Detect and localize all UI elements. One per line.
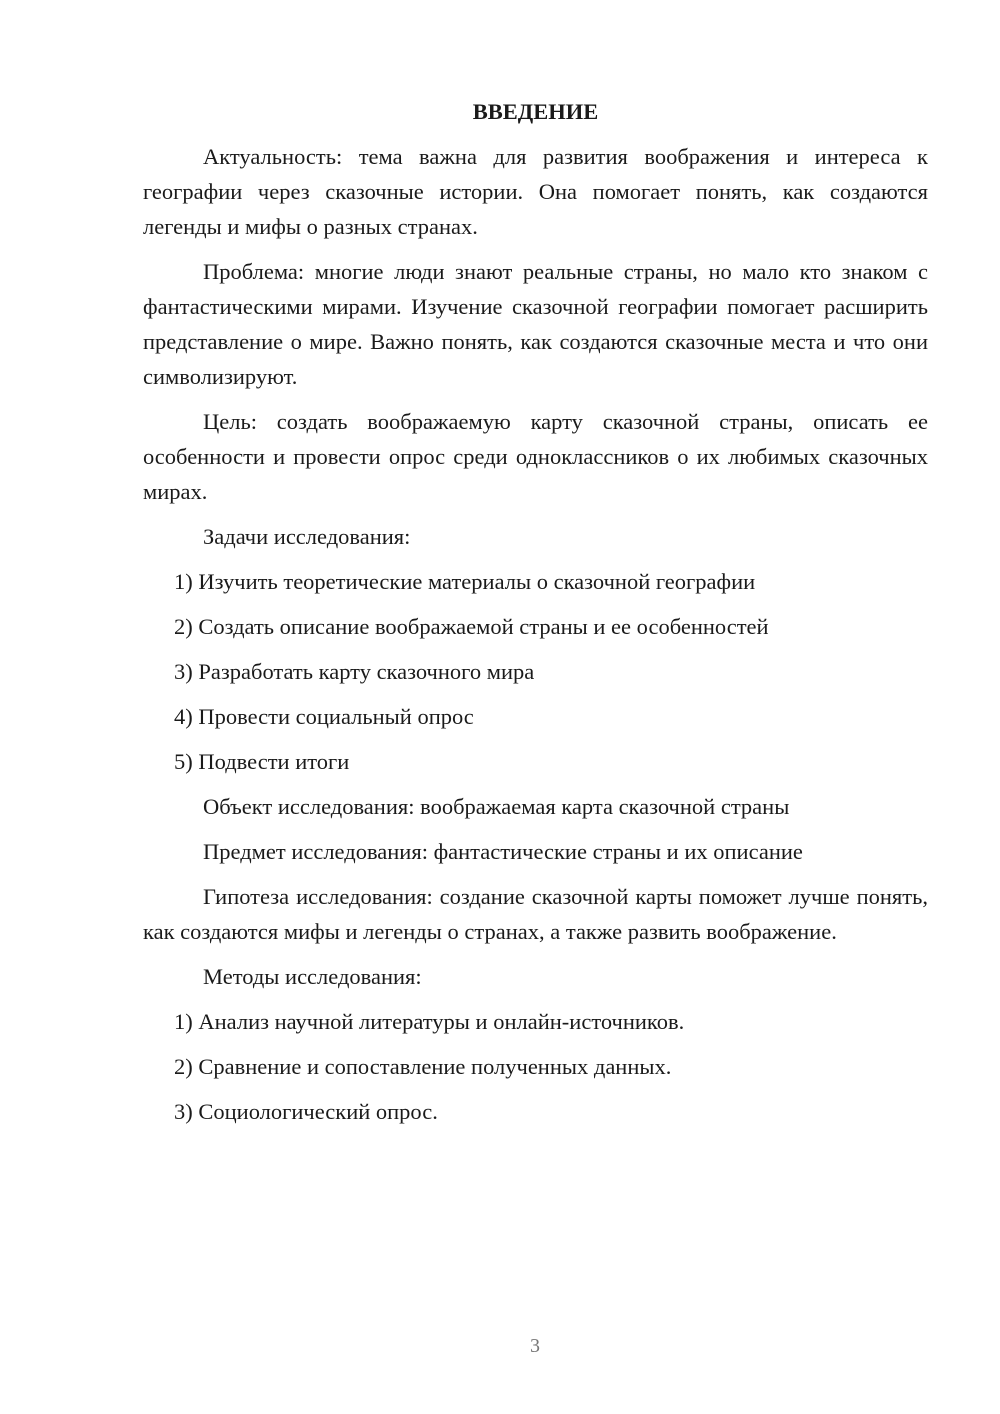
problem-paragraph: Проблема: многие люди знают реальные страны, но мало кто знаком с фантастическими мирами. Изучение сказочной географии помогает расширить представление о мире. Важно понять, как создаются сказочные места и что они символизируют. — [143, 259, 928, 389]
list-item: 1) Изучить теоретические материалы о сказочной географии — [174, 569, 756, 594]
goal-paragraph: Цель: создать воображаемую карту сказочной страны, описать ее особенности и провести опрос среди одноклассников о их любимых сказочных мирах. — [143, 409, 928, 504]
list-item: 1) Анализ научной литературы и онлайн-источников. — [174, 1009, 685, 1034]
tasks-list — [143, 564, 928, 779]
methods-heading: Методы исследования: — [203, 964, 422, 989]
list-item: 5) Подвести итоги — [174, 749, 350, 774]
research-object: Объект исследования: воображаемая карта сказочной страны — [203, 794, 790, 819]
section-title: ВВЕДЕНИЕ — [472, 99, 599, 124]
list-item: 4) Провести социальный опрос — [174, 704, 474, 729]
hypothesis-paragraph: Гипотеза исследования: создание сказочной карты поможет лучше понять, как создаются мифы и легенды о странах, а также развить воображение. — [143, 884, 928, 944]
list-item: 2) Сравнение и сопоставление полученных данных. — [174, 1054, 672, 1079]
methods-list — [143, 1004, 928, 1129]
tasks-heading: Задачи исследования: — [203, 524, 411, 549]
list-item: 3) Разработать карту сказочного мира — [174, 659, 535, 684]
research-subject: Предмет исследования: фантастические страны и их описание — [203, 839, 803, 864]
page-content — [143, 94, 928, 1139]
relevance-paragraph: Актуальность: тема важна для развития воображения и интереса к географии через сказочные истории. Она помогает понять, как создаются легенды и мифы о разных странах. — [143, 144, 928, 239]
list-item: 2) Создать описание воображаемой страны и ее особенностей — [174, 614, 769, 639]
page-number: 3 — [530, 1335, 540, 1357]
list-item: 3) Социологический опрос. — [174, 1099, 438, 1124]
